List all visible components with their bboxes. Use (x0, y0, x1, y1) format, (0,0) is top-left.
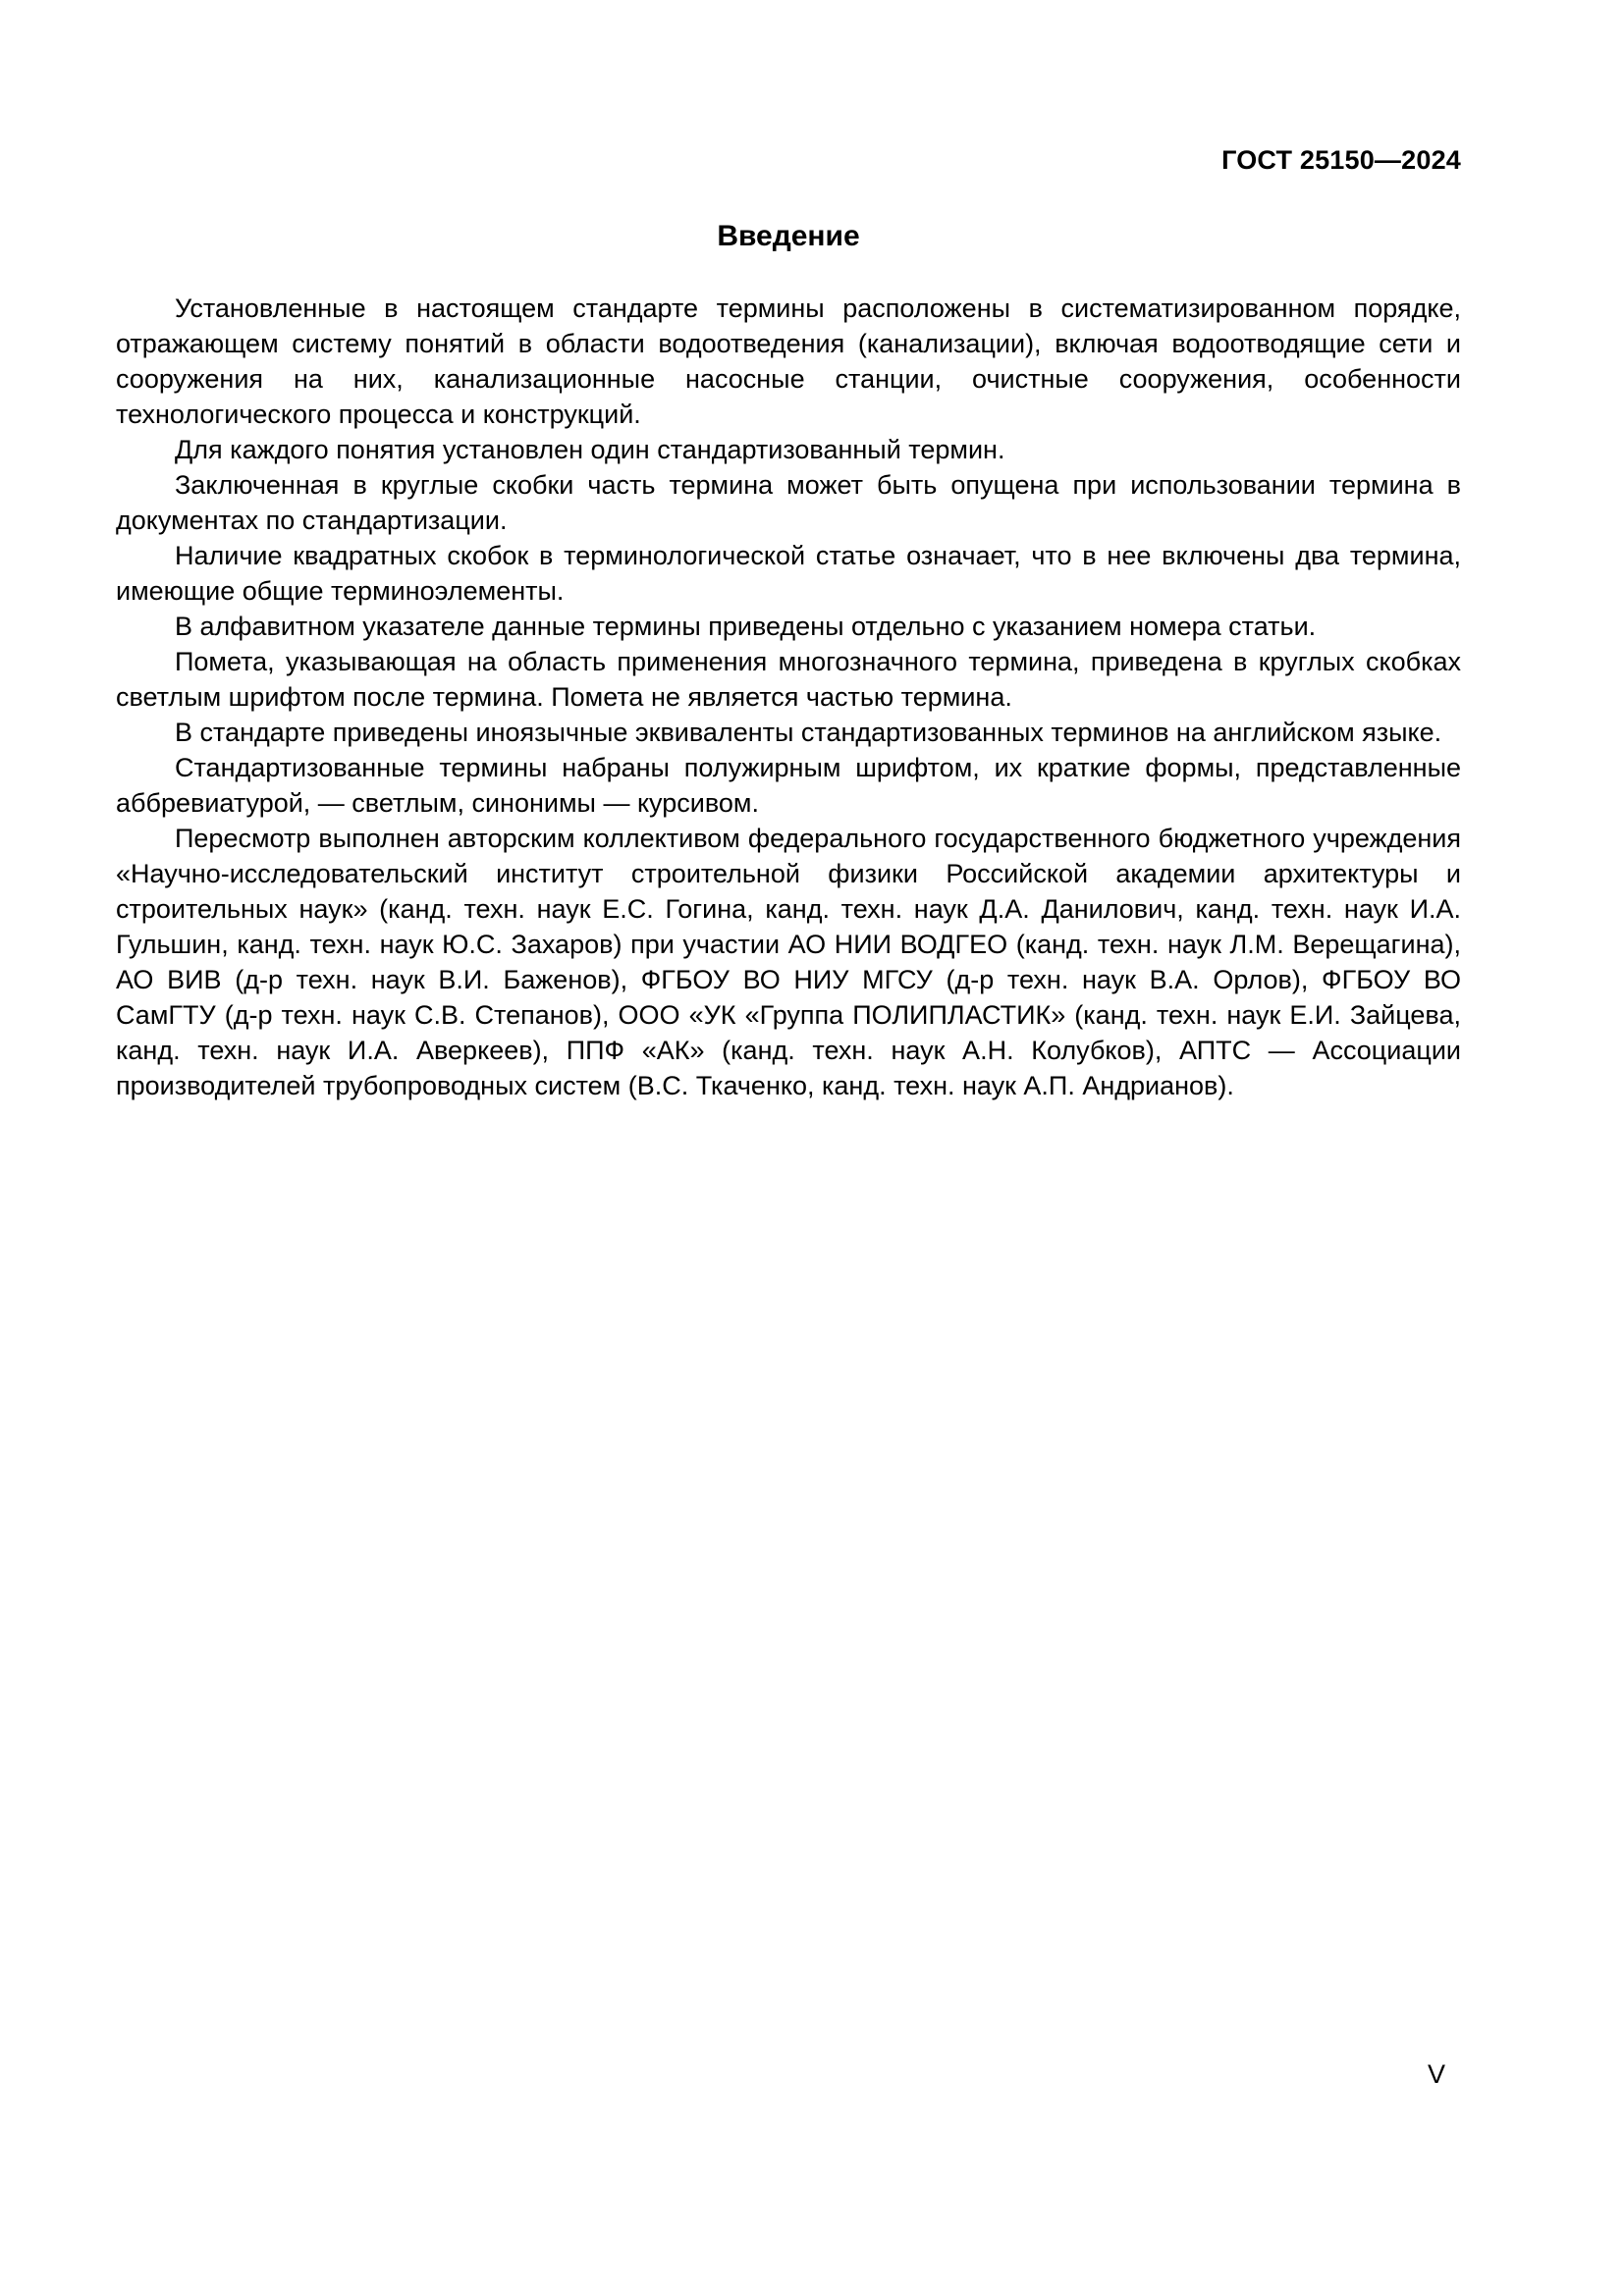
paragraph: В стандарте приведены иноязычные эквиваленты стандартизованных терминов на английском языке. (175, 718, 1442, 747)
standard-number: ГОСТ 25150—2024 (1221, 145, 1461, 175)
paragraph: Помета, указывающая на область применения многозначного термина, приведена в круглых скобках светлым шрифтом после термина. Помета не является частью термина. (116, 647, 1461, 712)
paragraph: Стандартизованные термины набраны полужирным шрифтом, их краткие формы, представленные аббревиатурой, — светлым, синонимы — курсивом. (116, 753, 1461, 818)
page-number: V (1427, 2059, 1445, 2089)
paragraph: Заключенная в круглые скобки часть термина может быть опущена при использовании термина в документах по стандартизации. (116, 470, 1461, 535)
paragraph: В алфавитном указателе данные термины приведены отдельно с указанием номера статьи. (175, 612, 1317, 641)
paragraph: Наличие квадратных скобок в терминологической статье означает, что в нее включены два термина, имеющие общие терминоэлементы. (116, 541, 1461, 606)
paragraph: Пересмотр выполнен авторским коллективом федерального государственного бюджетного учреждения «Научно-исследовательский институт строительной физики Российской академии архитектуры и строительных наук» (канд. техн. наук Е.С. Гогина, канд. техн. наук Д.А. Данилович, канд. техн. наук И.А. Гульшин, канд. техн. наук Ю.С. Захаров) при участии АО НИИ ВОДГЕО (канд. техн. наук Л.М. Верещагина), АО ВИВ (д-р техн. наук В.И. Баженов), ФГБОУ ВО НИУ МГСУ (д-р техн. наук В.А. Орлов), ФГБОУ ВО СамГТУ (д-р техн. наук С.В. Степанов), ООО «УК «Группа ПОЛИПЛАСТИК» (канд. техн. наук Е.И. Зайцева, канд. техн. наук И.А. Аверкеев), ППФ «АК» (канд. техн. наук А.Н. Колубков), АПТС — Ассоциации производителей трубопроводных систем (В.С. Ткаченко, канд. техн. наук А.П. Андрианов). (116, 824, 1461, 1100)
paragraph: Для каждого понятия установлен один стандартизованный термин. (175, 435, 1005, 464)
section-title: Введение (717, 220, 860, 252)
body-paragraphs (116, 291, 1461, 1103)
paragraph: Установленные в настоящем стандарте термины расположены в систематизированном порядке, отражающем систему понятий в области водоотведения (канализации), включая водоотводящие сети и сооружения на них, канализационные насосные станции, очистные сооружения, особенности технологического процесса и конструкций. (116, 294, 1461, 429)
document-header (116, 145, 1461, 176)
